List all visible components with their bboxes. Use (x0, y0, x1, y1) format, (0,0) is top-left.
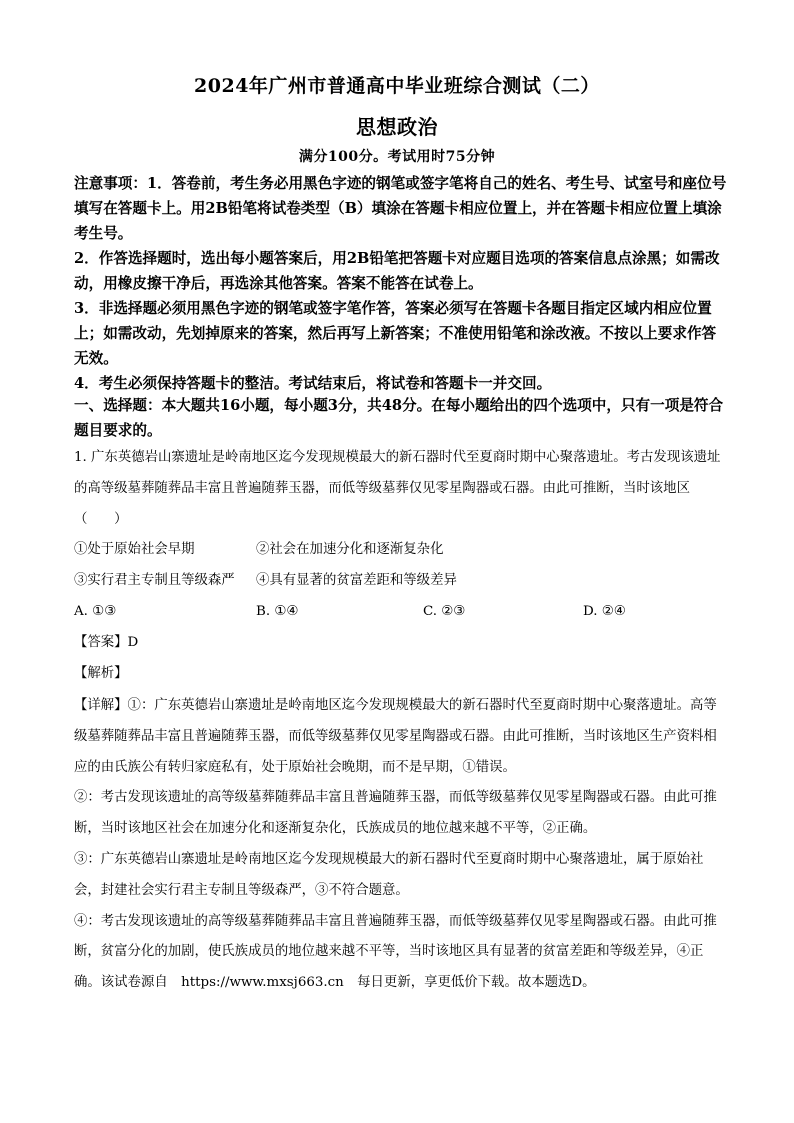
note-1: 注意事项：1．答卷前，考生务必用黑色字迹的钢笔或签字笔将自己的姓名、考生号、试室号和座位号填写在答题卡上。用2B铅笔将试卷类型（B）填涂在答题卡相应位置上，并在答题卡相应位置上填涂考生号。 (74, 175, 727, 242)
note-2: 2．作答选择题时，选出每小题答案后，用2B铅笔把答题卡对应题目选项的答案信息点涂黑；如需改动，用橡皮擦干净后，再选涂其他答案。答案不能答在试卷上。 (74, 250, 720, 292)
statement-4: ④具有显著的贫富差距和等级差异 (256, 573, 457, 589)
analysis-para-2: ②：考古发现该遗址的高等级墓葬随葬品丰富且普遍随葬玉器，而低等级墓葬仅见零星陶器或石器。由此可推断，当时该地区社会在加速分化和逐渐复杂化，氏族成员的地位越来越不平等，②正确。 (74, 790, 717, 837)
score-time-line: 满分100分。考试用时75分钟 (298, 149, 496, 165)
option-c: C. ②③ (423, 603, 466, 619)
subject-title: 思想政治 (356, 115, 438, 139)
analysis-label: 【解析】 (74, 665, 128, 681)
statement-2: ②社会在加速分化和逐渐复杂化 (256, 542, 444, 558)
option-a: A. ①③ (74, 603, 117, 619)
option-d: D. ②④ (583, 603, 626, 619)
question-1 (74, 443, 730, 689)
exam-notes (74, 171, 730, 396)
exam-title: 2024年广州市普通高中毕业班综合测试（二） (194, 75, 600, 97)
statement-3: ③实行君主专制且等级森严 (74, 573, 235, 589)
statement-1: ①处于原始社会早期 (74, 542, 195, 558)
analysis-para-1: 【详解】①：广东英德岩山寨遗址是岭南地区迄今发现规模最大的新石器时代至夏商时期中心聚落遗址。高等级墓葬随葬品丰富且普遍随葬玉器，而低等级墓葬仅见零星陶器或石器。由此可推断，当时该地区生产资料相应的由氏族公有转归家庭私有，处于原始社会晚期，而不是早期，①错误。 (74, 698, 717, 775)
note-4: 4．考生必须保持答题卡的整洁。考试结束后，将试卷和答题卡一并交回。 (74, 375, 552, 392)
statement-row-1 (74, 535, 730, 566)
section-heading: 一、选择题：本大题共16小题，每小题3分，共48分。在每小题给出的四个选项中，只有一项是符合题目要求的。 (74, 397, 724, 439)
analysis-para-3: ③：广东英德岩山寨遗址是岭南地区迄今发现规模最大的新石器时代至夏商时期中心聚落遗址，属于原始社会，封建社会实行君主专制且等级森严，③不符合题意。 (74, 851, 704, 898)
analysis-block (74, 691, 730, 999)
option-b: B. ①④ (256, 603, 299, 619)
note-3: 3．非选择题必须用黑色字迹的钢笔或签字笔作答，答案必须写在答题卡各题目指定区域内相应位置上；如需改动，先划掉原来的答案，然后再写上新答案；不准使用铅笔和涂改液。不按以上要求作答无效。 (74, 300, 717, 367)
question-stem: 1. 广东英德岩山寨遗址是岭南地区迄今发现规模最大的新石器时代至夏商时期中心聚落遗址。考古发现该遗址的高等级墓葬随葬品丰富且普遍随葬玉器，而低等级墓葬仅见零星陶器或石器。由此可推断，当时该地区（ ） (74, 450, 721, 527)
options-row (74, 597, 730, 628)
answer-line: 【答案】D (74, 634, 139, 650)
statement-row-2 (74, 566, 730, 597)
analysis-para-4: ④：考古发现该遗址的高等级墓葬随葬品丰富且普遍随葬玉器，而低等级墓葬仅见零星陶器或石器。由此可推断，贫富分化的加剧，使氏族成员的地位越来越不平等，当时该地区具有显著的贫富差距和等级差异，④正确。该试卷源自 https://www.mxsj663.cn 每日更新，享更低价下载。故本题选D。 (74, 913, 717, 991)
